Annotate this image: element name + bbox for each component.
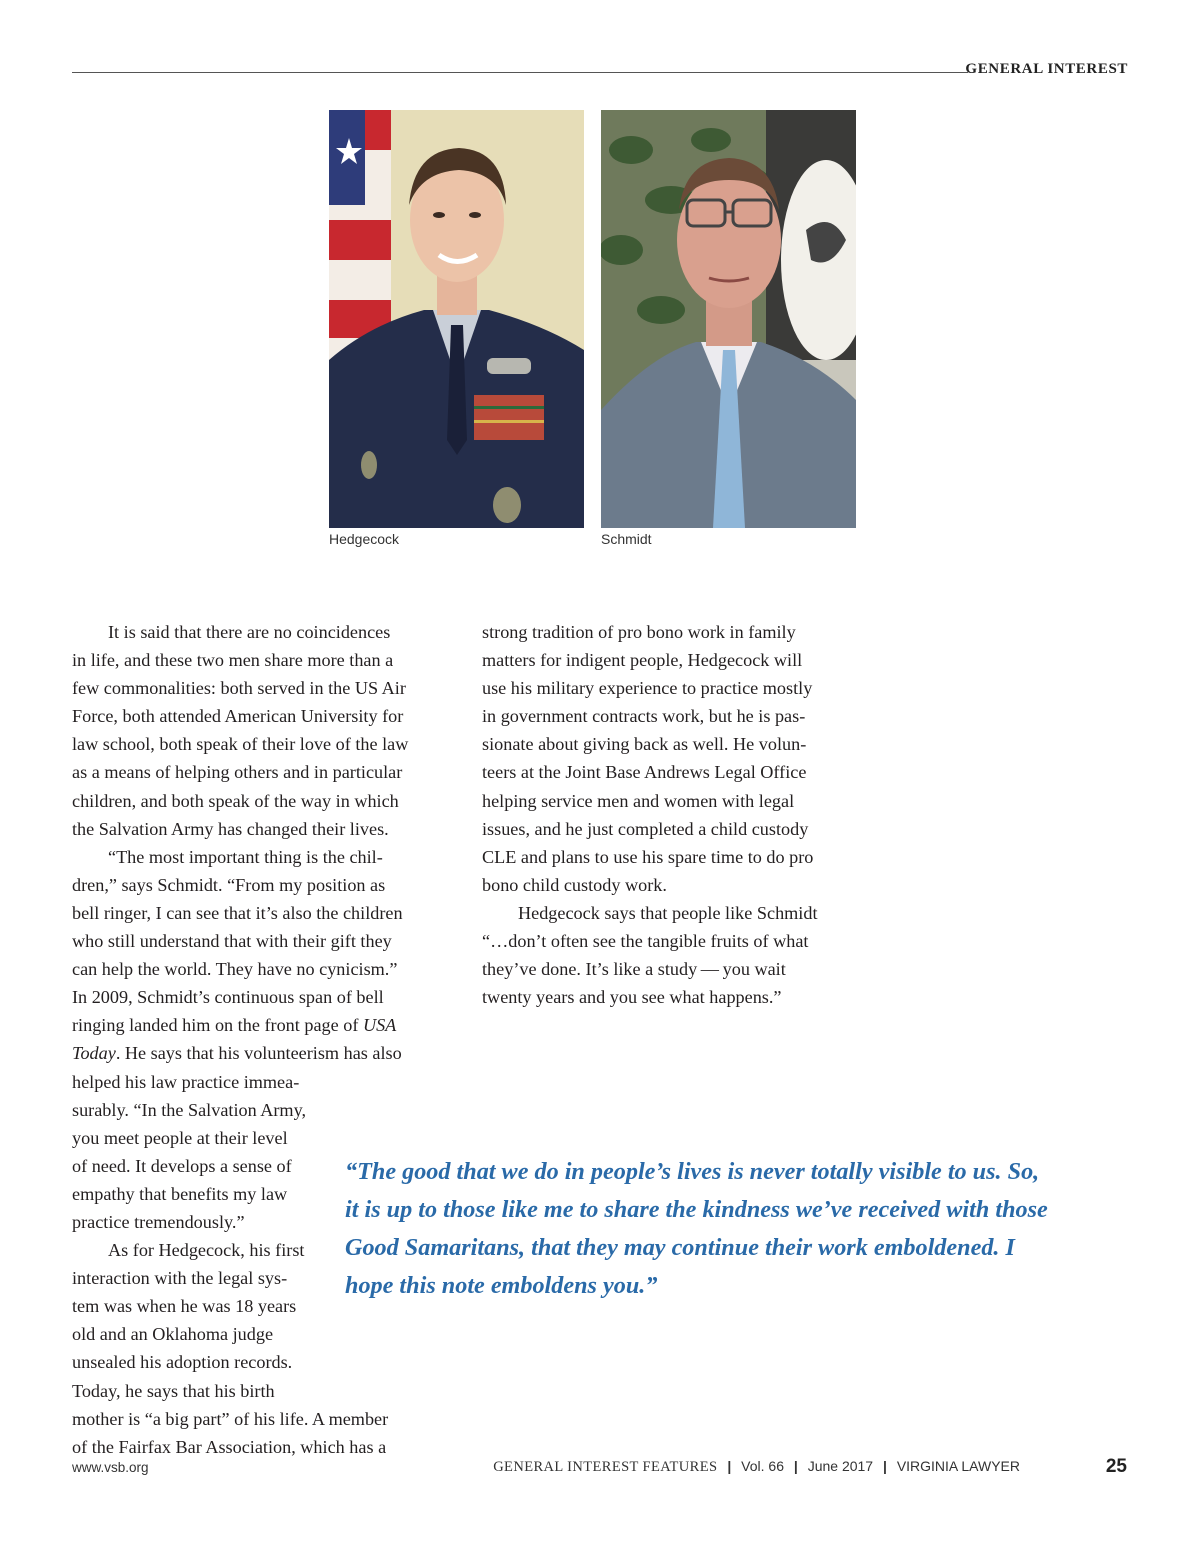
photo-schmidt: [601, 110, 856, 528]
header-rule: [72, 72, 968, 73]
text-line: [72, 1011, 452, 1039]
text-line: “…don’t often see the tangible fruits of what: [482, 931, 809, 952]
footer-meta: [493, 1458, 1020, 1476]
text-line: who still understand that with their gift they: [72, 931, 392, 952]
footer-separator: |: [727, 1458, 732, 1474]
footer-separator: |: [793, 1458, 798, 1474]
text-line: unsealed his adoption records.: [72, 1352, 293, 1373]
text-line: CLE and plans to use his spare time to do pro: [482, 846, 814, 867]
text-line: surably. “In the Salvation Army,: [72, 1099, 307, 1120]
text-line: law school, both speak of their love of the law: [72, 734, 409, 755]
text-line: sionate about giving back as well. He volun-: [482, 734, 807, 755]
text-line: as a means of helping others and in particular: [72, 762, 403, 783]
photo-hedgecock: [329, 110, 584, 528]
article-column-right: [482, 618, 862, 1011]
text-line: helped his law practice immea-: [72, 1071, 300, 1092]
page-number: 25: [1105, 1456, 1127, 1477]
text-line: twenty years and you see what happens.”: [482, 987, 782, 1008]
footer-magazine: VIRGINIA LAWYER: [896, 1458, 1020, 1474]
text-line: can help the world. They have no cynicism.”: [72, 959, 398, 980]
text-line: Force, both attended American University for: [72, 706, 404, 727]
text-line: In 2009, Schmidt’s continuous span of bell: [72, 987, 384, 1008]
text-line: they’ve done. It’s like a study — you wait: [482, 959, 786, 980]
text-line: the Salvation Army has changed their lives.: [72, 818, 389, 839]
text-line: bell ringer, I can see that it’s also the children: [72, 902, 403, 923]
pull-quote-line: Good Samaritans, that they may continue their work emboldened. I: [345, 1234, 1015, 1261]
publication-title: USA: [362, 1015, 397, 1036]
text-line: tem was when he was 18 years: [72, 1296, 297, 1317]
text-line: in life, and these two men share more than a: [72, 650, 394, 671]
footer-url[interactable]: www.vsb.org: [72, 1460, 149, 1475]
pull-quote-line: hope this note emboldens you.”: [345, 1272, 658, 1299]
text-line: issues, and he just completed a child custody: [482, 818, 809, 839]
text-line: of need. It develops a sense of: [72, 1155, 292, 1176]
text-line: of the Fairfax Bar Association, which has a: [72, 1436, 387, 1457]
footer-volume: Vol. 66: [741, 1458, 784, 1474]
text-line: mother is “a big part” of his life. A member: [72, 1408, 389, 1429]
text-line: you meet people at their level: [72, 1127, 288, 1148]
pull-quote: [345, 1153, 1135, 1305]
text-run: . He says that his volunteerism has also: [115, 1043, 402, 1064]
text-line: Hedgecock says that people like Schmidt: [518, 902, 818, 923]
portrait-suit-icon: [601, 110, 856, 528]
text-line: strong tradition of pro bono work in family: [482, 622, 796, 642]
pull-quote-line: it is up to those like me to share the kindness we’ve received with those: [345, 1196, 1048, 1223]
text-line: empathy that benefits my law: [72, 1183, 288, 1204]
article-column-left: [72, 618, 452, 1461]
text-line: in government contracts work, but he is pas-: [482, 706, 806, 727]
publication-title: Today: [72, 1043, 116, 1064]
text-line: children, and both speak of the way in which: [72, 790, 399, 811]
footer-date: June 2017: [807, 1458, 874, 1474]
text-line: helping service men and women with legal: [482, 790, 795, 811]
portrait-uniform-icon: [329, 110, 584, 528]
text-line: “The most important thing is the chil-: [108, 846, 383, 867]
text-line: bono child custody work.: [482, 874, 667, 895]
text-line: It is said that there are no coincidences: [108, 622, 391, 642]
text-line: teers at the Joint Base Andrews Legal Office: [482, 762, 807, 783]
text-line: use his military experience to practice mostly: [482, 678, 813, 699]
footer-features: GENERAL INTEREST FEATURES: [493, 1459, 718, 1475]
section-label: GENERAL INTEREST: [965, 61, 1128, 77]
text-run: ringing landed him on the front page of: [72, 1015, 363, 1036]
photo-caption: Hedgecock: [329, 531, 400, 547]
pull-quote-line: “The good that we do in people’s lives is never totally visible to us. So,: [345, 1158, 1040, 1185]
text-line: As for Hedgecock, his first: [108, 1240, 305, 1261]
text-line: matters for indigent people, Hedgecock will: [482, 650, 803, 671]
text-line: few commonalities: both served in the US Air: [72, 678, 406, 699]
text-line: dren,” says Schmidt. “From my position as: [72, 874, 386, 895]
text-line: Today, he says that his birth: [72, 1380, 275, 1401]
footer-separator: |: [883, 1458, 887, 1474]
text-line: interaction with the legal sys-: [72, 1268, 288, 1289]
text-line: old and an Oklahoma judge: [72, 1324, 274, 1345]
photo-caption: Schmidt: [601, 531, 652, 547]
text-line: [72, 1039, 452, 1067]
text-line: practice tremendously.”: [72, 1211, 245, 1232]
